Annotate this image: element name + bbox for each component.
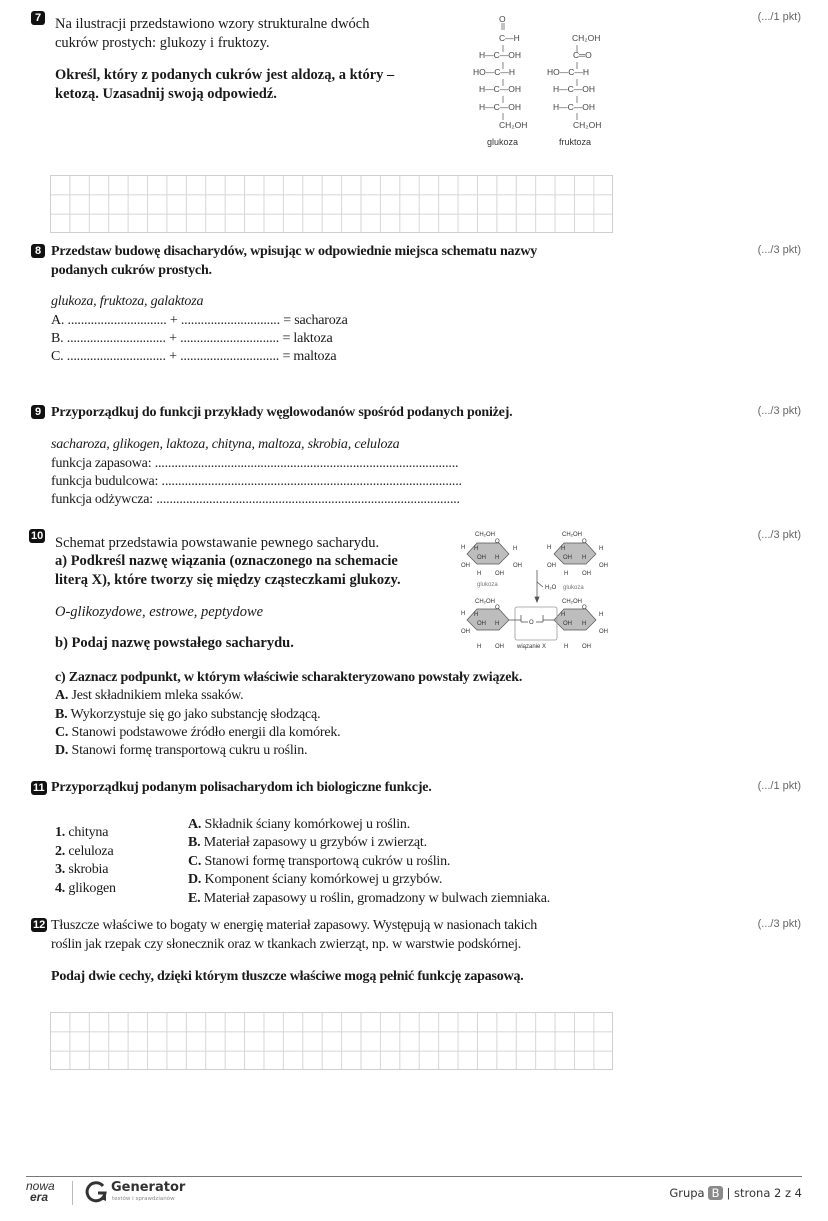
- svg-text:O: O: [495, 539, 500, 545]
- q8-a-blank2[interactable]: ..............................: [180, 313, 280, 328]
- page-number: | strona 2 z 4: [726, 1186, 802, 1200]
- svg-text:O: O: [495, 605, 500, 611]
- glucose-label: glukoza: [487, 137, 519, 147]
- q9-storage-blank[interactable]: ............................................................................................: [154, 456, 459, 471]
- svg-text:OH: OH: [563, 555, 572, 561]
- svg-text:OH: OH: [477, 621, 486, 627]
- q8-points: (.../3 pkt): [757, 244, 801, 256]
- q12-intro-line2: roślin jak rzepak czy słonecznik oraz w tkankach zwierząt, np. w warstwie podskórnej.: [51, 937, 522, 952]
- q11-polysaccharide-2: 2. celuloza: [55, 844, 114, 859]
- svg-text:H: H: [495, 555, 500, 561]
- q7-intro-line2: cukrów prostych: glukozy i fruktozy.: [55, 35, 270, 51]
- q8-row-a: A. .............................. + .............................. = sacharoza: [51, 313, 348, 328]
- group-badge: B: [708, 1186, 724, 1200]
- question-number-9: 9: [31, 405, 45, 419]
- svg-text:wiązanie X: wiązanie X: [517, 644, 547, 650]
- q11-function-b: B. Materiał zapasowy u grzybów i zwierząt.: [188, 835, 427, 850]
- q8-row-b: B. .............................. + .............................. = laktoza: [51, 331, 333, 346]
- q7-answer-grid[interactable]: [50, 175, 613, 233]
- q10-c: c) Zaznacz podpunkt, w którym właściwie scharakteryzowano powstały związek.: [55, 670, 523, 685]
- q11-function-c: C. Stanowi formę transportową cukrów u roślin.: [188, 854, 451, 869]
- svg-text:OH: OH: [547, 563, 556, 569]
- svg-text:OH: OH: [563, 621, 572, 627]
- svg-text:H: H: [599, 612, 604, 618]
- q9-task: Przyporządkuj do funkcji przykłady węglowodanów spośród podanych poniżej.: [51, 405, 513, 420]
- svg-text:CH₂OH: CH₂OH: [562, 599, 582, 605]
- q7-intro-line1: Na ilustracji przedstawiono wzory strukturalne dwóch: [55, 16, 370, 32]
- sugar-structures-figure: O C—H H—C—OH HO—C—H H—C—OH H—C—OH CH₂OH glukoza CH₂OH C═O HO—C—H H—C—OH H—C—OH CH₂OH fruktoza: [470, 14, 620, 154]
- svg-text:CH₂OH: CH₂OH: [475, 599, 495, 605]
- q9-structural-blank[interactable]: ...........................................................................................: [161, 474, 462, 489]
- q8-b-blank2[interactable]: ..............................: [180, 331, 280, 346]
- q8-task-line2: podanych cukrów prostych.: [51, 263, 212, 278]
- q10-c-option-d[interactable]: D. Stanowi formę transportową cukru u roślin.: [55, 743, 308, 758]
- q9-row-storage: funkcja zapasowa: ............................................................................................: [51, 456, 459, 471]
- q9-row-structural: funkcja budulcowa: ...........................................................................................: [51, 474, 462, 489]
- q10-a-line1: a) Podkreśl nazwę wiązania (oznaczonego na schemacie: [55, 553, 398, 569]
- glucose-rings-drawing: [455, 527, 620, 655]
- svg-text:H: H: [513, 546, 518, 552]
- nowa-era-logo: nowa era: [26, 1179, 55, 1204]
- page-info: [669, 1186, 802, 1200]
- svg-text:H: H: [582, 621, 587, 627]
- q10-c-option-c[interactable]: C. Stanowi podstawowe źródło energii dla komórek.: [55, 725, 341, 740]
- question-number-10: 10: [31, 530, 44, 542]
- q11-polysaccharide-4: 4. glikogen: [55, 881, 116, 896]
- svg-text:H: H: [461, 545, 466, 551]
- svg-text:H: H: [582, 555, 587, 561]
- svg-text:OH: OH: [495, 644, 504, 650]
- q7-points: (.../1 pkt): [757, 11, 801, 23]
- question-number-8: 8: [31, 244, 45, 258]
- svg-text:OH: OH: [461, 629, 470, 635]
- q8-options: glukoza, fruktoza, galaktoza: [51, 294, 204, 309]
- svg-text:OH: OH: [582, 644, 591, 650]
- q11-function-a: A. Składnik ściany komórkowej u roślin.: [188, 817, 411, 832]
- q11-task: Przyporządkuj podanym polisacharydom ich biologiczne funkcje.: [51, 780, 432, 795]
- q12-points: (.../3 pkt): [757, 918, 801, 930]
- q12-answer-grid[interactable]: [50, 1012, 613, 1070]
- q9-nutritional-blank[interactable]: ............................................................................................: [156, 492, 460, 507]
- svg-text:H: H: [561, 612, 566, 618]
- q12-intro-line1: Tłuszcze właściwe to bogaty w energię materiał zapasowy. Występują w nasionach takich: [51, 918, 538, 933]
- q10-a-options[interactable]: O-glikozydowe, estrowe, peptydowe: [55, 604, 264, 620]
- svg-text:OH: OH: [582, 571, 591, 577]
- q8-row-c: C. .............................. + .............................. = maltoza: [51, 349, 337, 364]
- q11-points: (.../1 pkt): [757, 780, 801, 792]
- q8-task-line1: Przedstaw budowę disacharydów, wpisując w odpowiednie miejsca schematu nazwy: [51, 244, 538, 259]
- logo-separator: [72, 1181, 73, 1205]
- svg-text:glukoza: glukoza: [477, 582, 498, 588]
- question-number-12: 12: [33, 919, 46, 931]
- q10-a-line2: literą X), które tworzy się między cząsteczkami glukozy.: [55, 572, 401, 588]
- svg-text:H: H: [561, 546, 566, 552]
- svg-text:H: H: [474, 612, 479, 618]
- svg-text:H: H: [477, 571, 482, 577]
- svg-text:H₂O: H₂O: [545, 585, 557, 591]
- q11-polysaccharide-3: 3. skrobia: [55, 862, 109, 877]
- q9-options: sacharoza, glikogen, laktoza, chityna, maltoza, skrobia, celuloza: [51, 437, 400, 452]
- svg-text:H: H: [564, 571, 569, 577]
- group-label: Grupa: [669, 1186, 705, 1200]
- q10-b: b) Podaj nazwę powstałego sacharydu.: [55, 635, 294, 651]
- svg-text:OH: OH: [599, 563, 608, 569]
- q9-points: (.../3 pkt): [757, 405, 801, 417]
- q10-c-option-a[interactable]: A. Jest składnikiem mleka ssaków.: [55, 688, 244, 703]
- svg-text:H: H: [474, 546, 479, 552]
- svg-text:H: H: [547, 545, 552, 551]
- generator-logo-icon: [84, 1180, 108, 1204]
- q7-task-line2: ketozą. Uzasadnij swoją odpowiedź.: [55, 86, 277, 102]
- q11-polysaccharide-1: 1. chityna: [55, 825, 109, 840]
- q11-function-e: E. Materiał zapasowy u roślin, gromadzony w bulwach ziemniaka.: [188, 891, 551, 906]
- svg-text:O: O: [582, 539, 587, 545]
- q11-function-d: D. Komponent ściany komórkowej u grzybów.: [188, 872, 443, 887]
- svg-text:OH: OH: [461, 563, 470, 569]
- q8-c-blank2[interactable]: ..............................: [180, 349, 280, 364]
- svg-text:OH: OH: [599, 629, 608, 635]
- q10-c-option-b[interactable]: B. Wykorzystuje się go jako substancję słodzącą.: [55, 707, 321, 722]
- question-number-7: 7: [31, 11, 45, 25]
- svg-text:O: O: [529, 620, 534, 626]
- svg-text:glukoza: glukoza: [563, 585, 584, 591]
- q8-a-blank1[interactable]: ..............................: [67, 313, 167, 328]
- svg-text:H: H: [564, 644, 569, 650]
- svg-text:H: H: [477, 644, 482, 650]
- generator-subtitle: testów i sprawdzianów: [112, 1196, 175, 1202]
- svg-text:OH: OH: [513, 563, 522, 569]
- maltose-formation-figure: [455, 527, 620, 655]
- q8-b-blank1[interactable]: ..............................: [66, 331, 166, 346]
- svg-text:H: H: [495, 621, 500, 627]
- svg-text:OH: OH: [495, 571, 504, 577]
- svg-text:CH₂OH: CH₂OH: [475, 532, 495, 538]
- fructose-label: fruktoza: [559, 137, 592, 147]
- q12-task: Podaj dwie cechy, dzięki którym tłuszcze właściwe mogą pełnić funkcję zapasową.: [51, 969, 524, 984]
- generator-title: Generator: [111, 1180, 186, 1195]
- q7-task-line1: Określ, który z podanych cukrów jest aldozą, a który –: [55, 67, 395, 83]
- q8-c-blank1[interactable]: ..............................: [66, 349, 166, 364]
- svg-text:H: H: [599, 546, 604, 552]
- q9-row-nutritional: funkcja odżywcza: ............................................................................................: [51, 492, 460, 507]
- svg-text:O: O: [582, 605, 587, 611]
- svg-text:H: H: [461, 611, 466, 617]
- svg-text:OH: OH: [477, 555, 486, 561]
- question-number-11: 11: [33, 782, 45, 794]
- q10-intro: Schemat przedstawia powstawanie pewnego sacharydu.: [55, 535, 380, 551]
- footer-divider: [26, 1176, 802, 1177]
- svg-text:CH₂OH: CH₂OH: [562, 532, 582, 538]
- q10-points: (.../3 pkt): [757, 529, 801, 541]
